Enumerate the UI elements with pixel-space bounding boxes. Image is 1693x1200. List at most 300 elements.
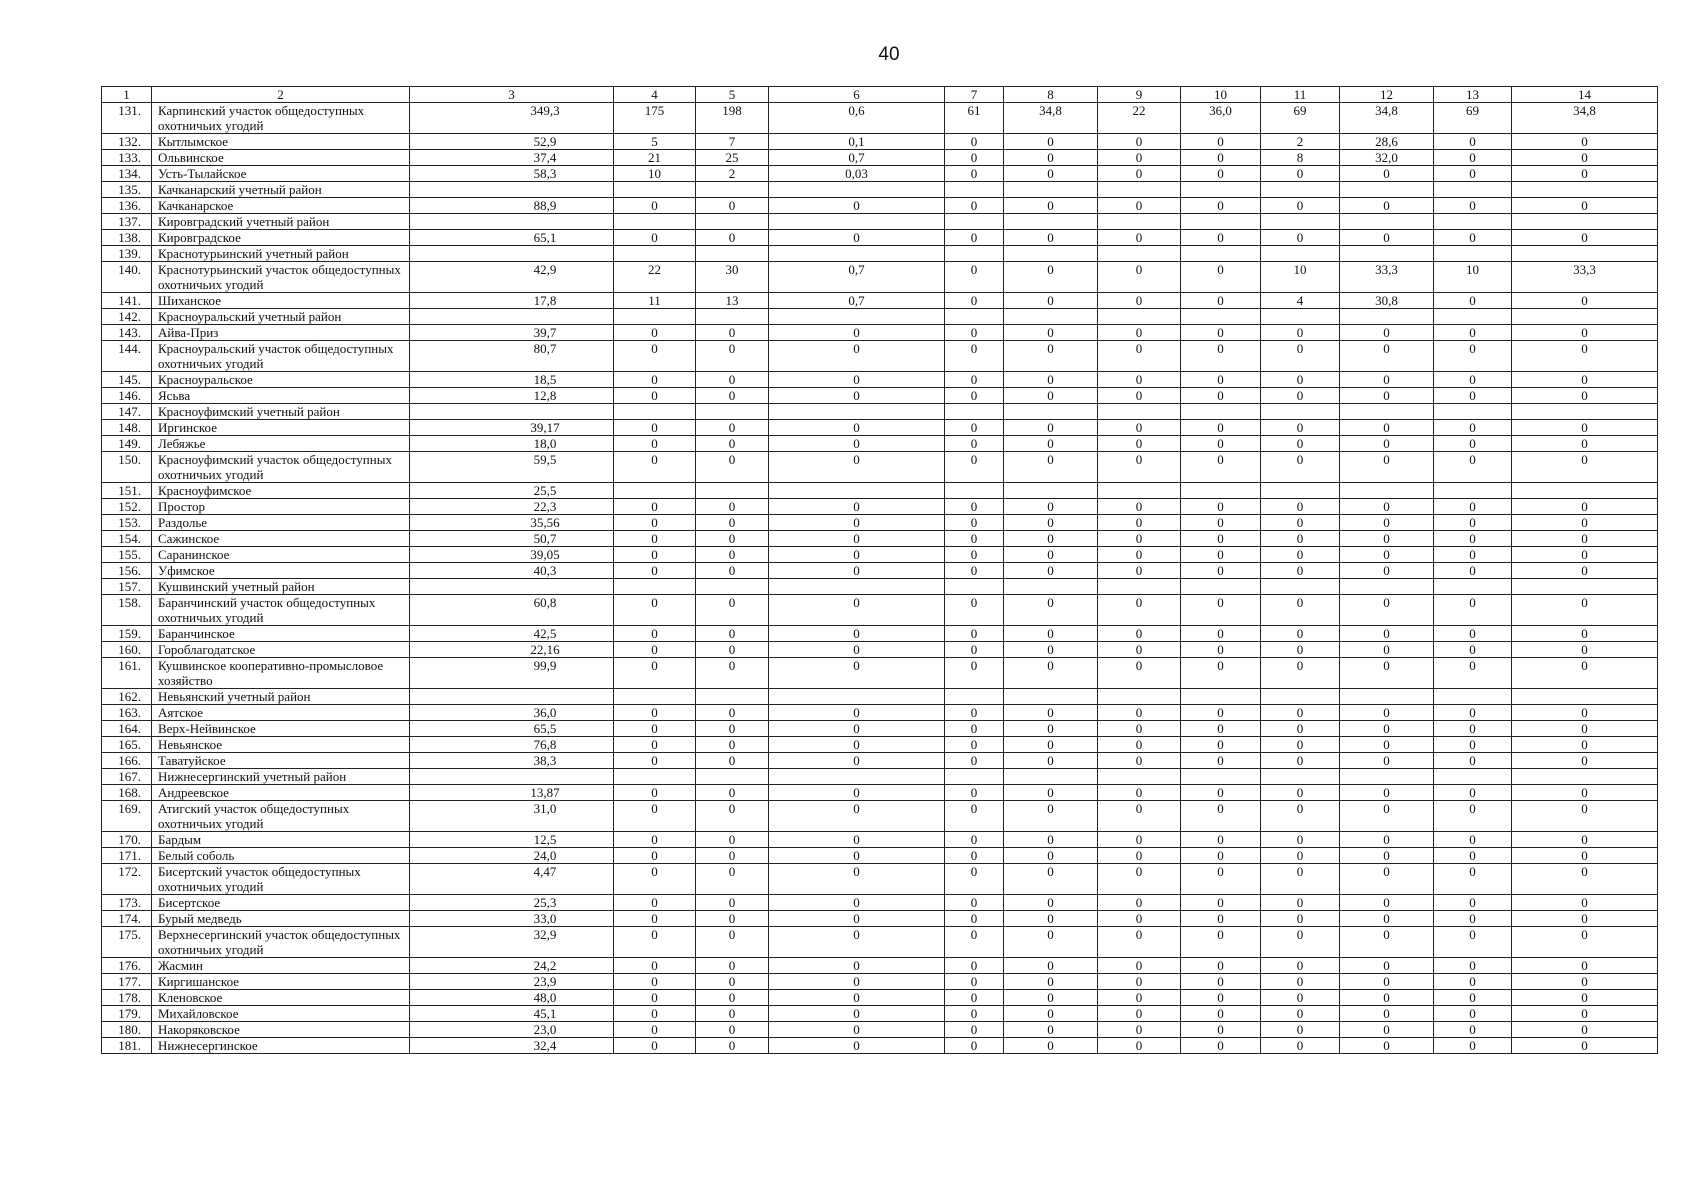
area-name: Баранчинское: [152, 626, 410, 642]
table-row: [102, 452, 1658, 483]
row-number: 174.: [102, 911, 152, 927]
row-number: 172.: [102, 864, 152, 895]
table-cell: [945, 483, 1004, 499]
table-cell: 0: [1340, 974, 1434, 990]
table-cell: 0: [614, 737, 696, 753]
table-cell: 0: [1340, 372, 1434, 388]
table-cell: 0: [1434, 753, 1512, 769]
table-cell: 0: [1181, 785, 1261, 801]
table-cell: 0: [769, 785, 945, 801]
row-number: 133.: [102, 150, 152, 166]
table-row: [102, 134, 1658, 150]
table-cell: [410, 214, 614, 230]
table-cell: 0: [1181, 801, 1261, 832]
table-cell: 0: [1181, 436, 1261, 452]
table-cell: 0: [1512, 230, 1658, 246]
area-name: Ясьва: [152, 388, 410, 404]
table-cell: 0: [614, 927, 696, 958]
table-cell: [1261, 483, 1340, 499]
table-cell: 0: [614, 388, 696, 404]
row-number: 149.: [102, 436, 152, 452]
table-cell: 0: [1004, 166, 1098, 182]
table-cell: 0: [945, 452, 1004, 483]
table-cell: 0: [945, 705, 1004, 721]
table-cell: [945, 182, 1004, 198]
row-number: 145.: [102, 372, 152, 388]
table-cell: 0: [614, 531, 696, 547]
row-number: 177.: [102, 974, 152, 990]
table-cell: 0: [1434, 990, 1512, 1006]
table-cell: 0: [1098, 658, 1181, 689]
row-number: 146.: [102, 388, 152, 404]
table-cell: 0: [1434, 325, 1512, 341]
table-cell: 0: [1512, 325, 1658, 341]
row-number: 153.: [102, 515, 152, 531]
table-cell: [1004, 769, 1098, 785]
table-cell: [945, 579, 1004, 595]
table-row: [102, 1022, 1658, 1038]
area-name: Красноуфимское: [152, 483, 410, 499]
table-cell: 0: [614, 420, 696, 436]
table-cell: 34,8: [1512, 103, 1658, 134]
table-row: [102, 166, 1658, 182]
row-number: 178.: [102, 990, 152, 1006]
table-cell: 0: [1181, 499, 1261, 515]
table-cell: 0: [696, 705, 769, 721]
table-cell: 0: [1004, 499, 1098, 515]
table-cell: 0: [1434, 595, 1512, 626]
table-cell: 0: [769, 420, 945, 436]
table-cell: 0: [696, 864, 769, 895]
table-cell: 0: [1512, 341, 1658, 372]
table-cell: 0,7: [769, 150, 945, 166]
table-cell: 0: [1098, 262, 1181, 293]
table-cell: 0: [945, 848, 1004, 864]
table-cell: 0: [1512, 1006, 1658, 1022]
area-name: Кытлымское: [152, 134, 410, 150]
table-cell: 0: [614, 895, 696, 911]
table-body: [102, 103, 1658, 1054]
table-cell: 0: [1098, 785, 1181, 801]
table-cell: 0: [1340, 785, 1434, 801]
area-name: Айва-Приз: [152, 325, 410, 341]
table-cell: 0: [1340, 832, 1434, 848]
table-cell: 0: [614, 1022, 696, 1038]
table-cell: 0: [1340, 642, 1434, 658]
area-name: Верх-Нейвинское: [152, 721, 410, 737]
table-cell: [614, 309, 696, 325]
table-cell: 0: [696, 515, 769, 531]
table-cell: 198: [696, 103, 769, 134]
table-cell: 0: [769, 1038, 945, 1054]
row-number: 155.: [102, 547, 152, 563]
area-name: Красноуфимский участок общедоступных охотничьих угодий: [152, 452, 410, 483]
table-row: [102, 801, 1658, 832]
table-cell: [769, 214, 945, 230]
area-name: Нижнесергинский учетный район: [152, 769, 410, 785]
table-cell: 0: [1512, 721, 1658, 737]
table-cell: 0: [1098, 198, 1181, 214]
column-header: 3: [410, 87, 614, 103]
table-cell: 0: [1512, 895, 1658, 911]
table-cell: 0: [769, 958, 945, 974]
table-cell: 0: [1512, 531, 1658, 547]
table-cell: 0: [1434, 832, 1512, 848]
table-cell: [1512, 579, 1658, 595]
table-cell: 18,5: [410, 372, 614, 388]
table-cell: [769, 309, 945, 325]
table-cell: 25,3: [410, 895, 614, 911]
row-number: 157.: [102, 579, 152, 595]
table-cell: 4,47: [410, 864, 614, 895]
table-cell: 0: [1261, 563, 1340, 579]
table-cell: [696, 483, 769, 499]
table-cell: 0: [614, 990, 696, 1006]
table-cell: 0: [1261, 388, 1340, 404]
table-cell: 0: [1004, 990, 1098, 1006]
table-cell: [1434, 483, 1512, 499]
table-row: [102, 753, 1658, 769]
table-cell: 0: [1098, 1038, 1181, 1054]
table-cell: [410, 246, 614, 262]
row-number: 181.: [102, 1038, 152, 1054]
table-cell: 0: [1181, 563, 1261, 579]
table-cell: 0: [1512, 737, 1658, 753]
table-cell: 0: [1512, 658, 1658, 689]
table-cell: 24,0: [410, 848, 614, 864]
table-cell: 0: [1098, 325, 1181, 341]
table-cell: 31,0: [410, 801, 614, 832]
table-cell: 0: [769, 198, 945, 214]
row-number: 151.: [102, 483, 152, 499]
table-cell: 0: [1181, 864, 1261, 895]
table-cell: 4: [1261, 293, 1340, 309]
table-cell: 0: [769, 499, 945, 515]
table-cell: 0: [769, 801, 945, 832]
table-cell: 0: [1098, 990, 1181, 1006]
table-row: [102, 230, 1658, 246]
table-cell: 0: [945, 927, 1004, 958]
row-number: 163.: [102, 705, 152, 721]
table-cell: 13: [696, 293, 769, 309]
table-cell: 0: [696, 801, 769, 832]
table-cell: 0: [769, 974, 945, 990]
table-cell: 0: [1340, 341, 1434, 372]
table-cell: 38,3: [410, 753, 614, 769]
column-header: 7: [945, 87, 1004, 103]
column-header: 8: [1004, 87, 1098, 103]
area-name: Аятское: [152, 705, 410, 721]
table-cell: 10: [614, 166, 696, 182]
table-cell: 0: [1340, 198, 1434, 214]
table-cell: [1181, 404, 1261, 420]
area-name: Накоряковское: [152, 1022, 410, 1038]
table-cell: 0: [1512, 499, 1658, 515]
table-cell: 0: [1512, 1038, 1658, 1054]
table-cell: 65,5: [410, 721, 614, 737]
table-cell: 0: [1434, 848, 1512, 864]
table-cell: 0: [614, 974, 696, 990]
table-cell: 0: [1512, 974, 1658, 990]
table-row: [102, 990, 1658, 1006]
table-cell: 0: [1004, 230, 1098, 246]
table-cell: 0: [769, 848, 945, 864]
table-cell: [410, 689, 614, 705]
table-cell: 0: [1098, 436, 1181, 452]
column-header: 1: [102, 87, 152, 103]
header-row: [102, 87, 1658, 103]
table-cell: 0: [1340, 864, 1434, 895]
table-cell: 0: [1261, 547, 1340, 563]
table-cell: [1512, 214, 1658, 230]
table-cell: 0: [614, 499, 696, 515]
table-cell: 0: [1181, 1006, 1261, 1022]
table-cell: 0: [1434, 388, 1512, 404]
table-cell: 25: [696, 150, 769, 166]
table-cell: [945, 214, 1004, 230]
table-cell: [945, 689, 1004, 705]
table-cell: 0: [1004, 1038, 1098, 1054]
table-cell: 0: [1340, 911, 1434, 927]
table-cell: 0: [1181, 1022, 1261, 1038]
table-cell: 0: [1512, 753, 1658, 769]
table-cell: 0: [769, 595, 945, 626]
table-cell: 0: [945, 1022, 1004, 1038]
table-row: [102, 531, 1658, 547]
table-cell: 69: [1434, 103, 1512, 134]
table-cell: 0: [1340, 737, 1434, 753]
table-cell: 17,8: [410, 293, 614, 309]
table-cell: 0: [1004, 848, 1098, 864]
table-cell: 0: [1340, 658, 1434, 689]
table-cell: 0: [1004, 864, 1098, 895]
table-cell: [1434, 182, 1512, 198]
area-name: Сажинское: [152, 531, 410, 547]
row-number: 171.: [102, 848, 152, 864]
table-cell: 0: [1181, 958, 1261, 974]
table-cell: 0: [1261, 801, 1340, 832]
table-cell: [1340, 309, 1434, 325]
table-cell: 0: [1340, 595, 1434, 626]
table-cell: [1004, 182, 1098, 198]
table-cell: [769, 579, 945, 595]
table-row: [102, 785, 1658, 801]
area-name: Шиханское: [152, 293, 410, 309]
table-cell: 0,6: [769, 103, 945, 134]
table-cell: 59,5: [410, 452, 614, 483]
table-cell: 35,56: [410, 515, 614, 531]
table-cell: [1004, 579, 1098, 595]
table-cell: 0: [1098, 293, 1181, 309]
table-row: [102, 689, 1658, 705]
table-cell: 12,5: [410, 832, 614, 848]
table-cell: 0: [1181, 705, 1261, 721]
table-cell: 0: [945, 658, 1004, 689]
table-cell: 0: [1004, 341, 1098, 372]
table-cell: 0: [945, 626, 1004, 642]
table-cell: 349,3: [410, 103, 614, 134]
table-cell: 0: [1434, 658, 1512, 689]
table-cell: 0: [769, 531, 945, 547]
table-cell: 0: [769, 911, 945, 927]
table-cell: 0: [1181, 832, 1261, 848]
table-cell: 0: [1181, 547, 1261, 563]
table-cell: 0: [614, 721, 696, 737]
table-cell: 0: [1340, 1006, 1434, 1022]
table-cell: 0: [945, 737, 1004, 753]
table-cell: 0: [1261, 166, 1340, 182]
table-cell: 0: [1261, 737, 1340, 753]
table-cell: 0: [1004, 325, 1098, 341]
table-cell: 0: [769, 927, 945, 958]
table-cell: 0: [1340, 436, 1434, 452]
table-cell: 0: [1340, 1022, 1434, 1038]
table-cell: [410, 182, 614, 198]
table-cell: [410, 309, 614, 325]
table-cell: 22,16: [410, 642, 614, 658]
table-cell: 0: [614, 832, 696, 848]
table-cell: 0: [945, 293, 1004, 309]
table-cell: 0: [696, 388, 769, 404]
row-number: 176.: [102, 958, 152, 974]
table-cell: 0: [1340, 1038, 1434, 1054]
table-cell: 0: [1261, 325, 1340, 341]
table-cell: 0: [1261, 848, 1340, 864]
table-cell: 0: [696, 1038, 769, 1054]
table-cell: 30,8: [1340, 293, 1434, 309]
table-cell: 0: [1004, 420, 1098, 436]
table-cell: [1434, 214, 1512, 230]
table-cell: [1098, 404, 1181, 420]
table-cell: 0: [945, 420, 1004, 436]
table-cell: 0: [1098, 452, 1181, 483]
table-cell: 33,3: [1340, 262, 1434, 293]
table-cell: [1434, 689, 1512, 705]
row-number: 137.: [102, 214, 152, 230]
table-cell: 0: [696, 595, 769, 626]
area-name: Бисертский участок общедоступных охотничьих угодий: [152, 864, 410, 895]
row-number: 143.: [102, 325, 152, 341]
table-cell: [1512, 309, 1658, 325]
table-cell: 0: [945, 958, 1004, 974]
table-cell: 0: [1181, 388, 1261, 404]
table-cell: 0: [696, 990, 769, 1006]
table-cell: 0: [1181, 737, 1261, 753]
table-cell: 0: [1512, 911, 1658, 927]
table-cell: 0: [1098, 388, 1181, 404]
table-cell: [1512, 689, 1658, 705]
table-row: [102, 483, 1658, 499]
table-cell: 0: [1434, 166, 1512, 182]
table-cell: 0: [1098, 721, 1181, 737]
table-cell: 18,0: [410, 436, 614, 452]
table-cell: 0: [1434, 198, 1512, 214]
table-row: [102, 927, 1658, 958]
table-cell: [1004, 309, 1098, 325]
table-cell: 0: [1434, 785, 1512, 801]
table-cell: 0: [1512, 420, 1658, 436]
table-cell: 0: [614, 958, 696, 974]
table-cell: 0: [769, 753, 945, 769]
table-cell: 0,7: [769, 262, 945, 293]
row-number: 154.: [102, 531, 152, 547]
area-name: Невьянский учетный район: [152, 689, 410, 705]
row-number: 139.: [102, 246, 152, 262]
table-cell: 0: [696, 230, 769, 246]
table-cell: 0: [1512, 388, 1658, 404]
table-cell: 0: [945, 753, 1004, 769]
table-cell: 0: [1004, 832, 1098, 848]
column-header: 14: [1512, 87, 1658, 103]
row-number: 136.: [102, 198, 152, 214]
table-cell: [1434, 309, 1512, 325]
table-cell: 0: [1434, 911, 1512, 927]
table-cell: 0: [1261, 785, 1340, 801]
table-row: [102, 563, 1658, 579]
table-cell: 0: [1261, 990, 1340, 1006]
table-cell: 0: [1098, 372, 1181, 388]
table-cell: 0: [1512, 848, 1658, 864]
table-cell: 0: [1098, 911, 1181, 927]
table-cell: 0: [1512, 801, 1658, 832]
table-cell: 22: [1098, 103, 1181, 134]
area-name: Невьянское: [152, 737, 410, 753]
table-cell: [1340, 769, 1434, 785]
table-cell: [1004, 214, 1098, 230]
area-name: Иргинское: [152, 420, 410, 436]
table-cell: 0: [696, 958, 769, 974]
table-cell: 0: [945, 911, 1004, 927]
table-cell: 0: [614, 515, 696, 531]
area-name: Таватуйское: [152, 753, 410, 769]
row-number: 132.: [102, 134, 152, 150]
table-cell: 0: [1512, 642, 1658, 658]
table-cell: 25,5: [410, 483, 614, 499]
area-name: Красноуральский учетный район: [152, 309, 410, 325]
table-cell: 0: [1261, 1022, 1340, 1038]
area-name: Бардым: [152, 832, 410, 848]
table-cell: 0: [1512, 166, 1658, 182]
table-cell: 0: [1261, 927, 1340, 958]
table-row: [102, 309, 1658, 325]
table-cell: 0: [696, 1006, 769, 1022]
table-cell: 0: [614, 341, 696, 372]
table-cell: [1181, 246, 1261, 262]
table-cell: 10: [1434, 262, 1512, 293]
table-cell: [1340, 182, 1434, 198]
table-cell: 0: [1181, 1038, 1261, 1054]
table-cell: 65,1: [410, 230, 614, 246]
table-cell: 0: [945, 1038, 1004, 1054]
table-cell: 0: [769, 705, 945, 721]
area-name: Карпинский участок общедоступных охотничьих угодий: [152, 103, 410, 134]
table-cell: 0: [1261, 642, 1340, 658]
table-cell: 0: [945, 325, 1004, 341]
table-cell: 0: [1261, 705, 1340, 721]
table-cell: [1098, 214, 1181, 230]
table-cell: [1261, 309, 1340, 325]
table-cell: 0: [1512, 515, 1658, 531]
table-cell: 0: [1340, 515, 1434, 531]
table-cell: [1512, 182, 1658, 198]
table-cell: 0: [1181, 293, 1261, 309]
table-cell: 0: [1098, 832, 1181, 848]
table-cell: 34,8: [1340, 103, 1434, 134]
table-row: [102, 372, 1658, 388]
table-cell: 0: [1098, 895, 1181, 911]
table-cell: 0: [1098, 927, 1181, 958]
area-name: Простор: [152, 499, 410, 515]
